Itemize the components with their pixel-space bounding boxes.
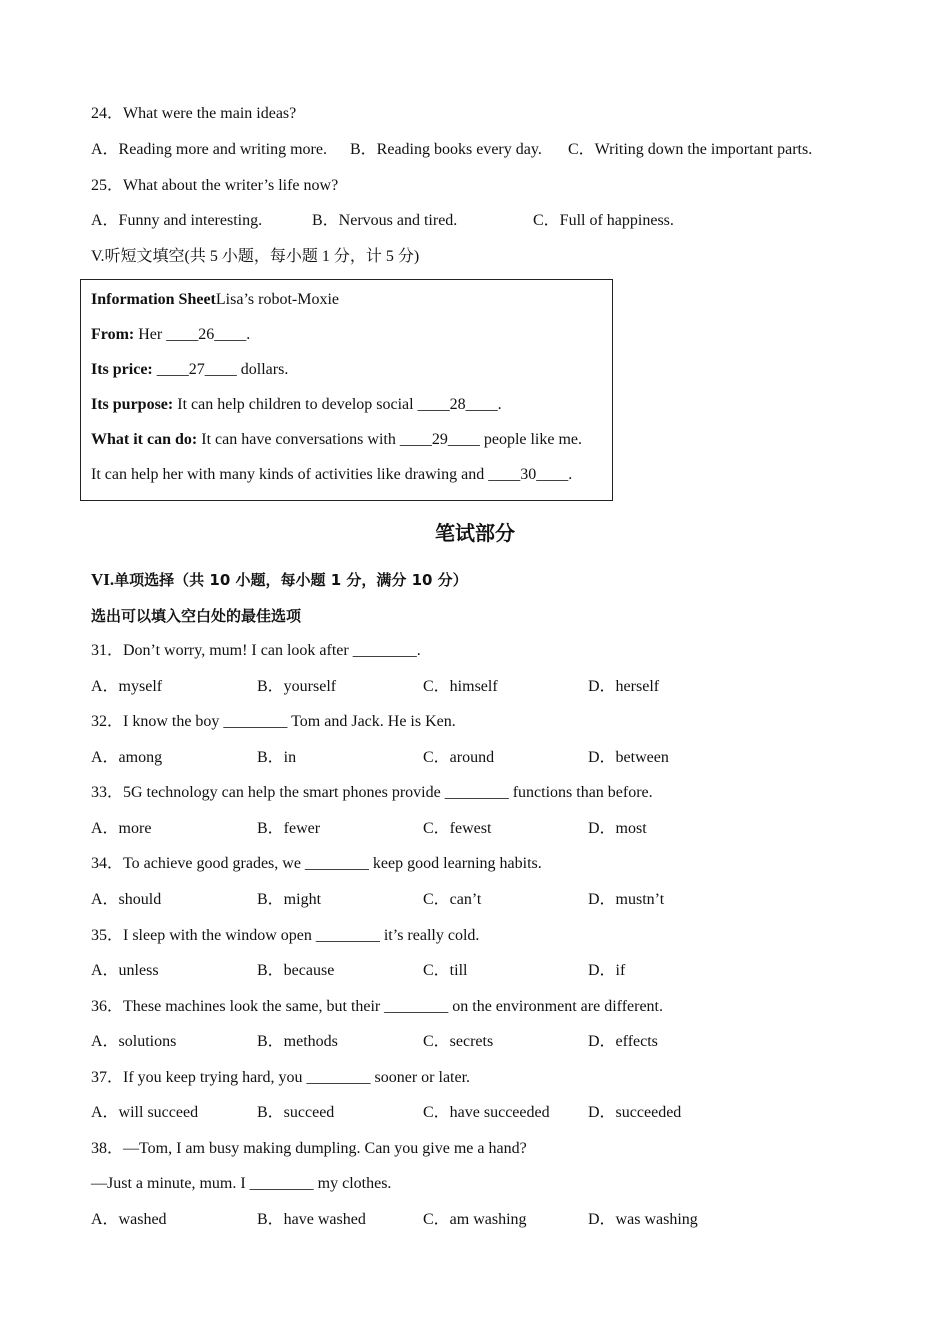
- q33-option-c: C．fewest: [423, 820, 492, 837]
- info-sheet-last-line: It can help her with many kinds of activities like drawing and ____30____.: [91, 466, 573, 483]
- section-6-heading: [91, 570, 468, 590]
- question-37-stem: 37．If you keep trying hard, you ________ sooner or later.: [91, 1069, 471, 1086]
- info-sheet-can-do: [91, 430, 582, 450]
- q38-option-d: D．was washing: [588, 1211, 698, 1228]
- info-sheet-purpose: [91, 395, 502, 415]
- info-sheet-price: [91, 360, 288, 380]
- q24-option-c: C．Writing down the important parts.: [568, 141, 813, 158]
- q35-option-d: D．if: [588, 962, 626, 979]
- q31-option-c: C．himself: [423, 678, 498, 695]
- q35-option-b: B．because: [257, 962, 335, 979]
- section-5-heading: V.听短文填空(共 5 小题，每小题 1 分，计 5 分): [91, 248, 420, 265]
- purpose-label: Its purpose:: [91, 396, 174, 413]
- info-sheet-from: [91, 325, 250, 345]
- q33-option-b: B．fewer: [257, 820, 321, 837]
- question-31-stem: 31．Don’t worry, mum! I can look after ________.: [91, 642, 421, 659]
- question-34-stem: 34．To achieve good grades, we ________ keep good learning habits.: [91, 855, 542, 872]
- q38-option-b: B．have washed: [257, 1211, 366, 1228]
- q34-option-b: B．might: [257, 891, 322, 908]
- q25-option-a: A．Funny and interesting.: [91, 212, 263, 229]
- q38-option-c: C．am washing: [423, 1211, 527, 1228]
- question-33-stem: 33．5G technology can help the smart phones provide ________ functions than before.: [91, 784, 653, 801]
- q31-option-b: B．yourself: [257, 678, 337, 695]
- question-24-stem: 24．What were the main ideas?: [91, 105, 297, 122]
- written-part-heading: 笔试部分: [435, 521, 515, 545]
- price-label: Its price:: [91, 361, 153, 378]
- q37-option-a: A．will succeed: [91, 1104, 199, 1121]
- q32-option-a: A．among: [91, 749, 163, 766]
- information-sheet-box: [80, 279, 613, 501]
- q31-option-a: A．myself: [91, 678, 163, 695]
- info-sheet-title-bold: Information Sheet: [91, 291, 216, 308]
- section-6-instruction: 选出可以填入空白处的最佳选项: [91, 607, 302, 625]
- question-38-reply: —Just a minute, mum. I ________ my clothes.: [91, 1175, 392, 1192]
- q24-option-a: A．Reading more and writing more.: [91, 141, 327, 158]
- q24-option-b: B．Reading books every day.: [350, 141, 542, 158]
- q37-option-b: B．succeed: [257, 1104, 335, 1121]
- q37-option-c: C．have succeeded: [423, 1104, 550, 1121]
- q25-option-c: C．Full of happiness.: [533, 212, 674, 229]
- section-6-title: 单项选择（共 10 小题，每小题 1 分，满分 10 分）: [114, 571, 468, 589]
- question-36-stem: 36．These machines look the same, but their ________ on the environment are different.: [91, 998, 663, 1015]
- from-label: From:: [91, 326, 135, 343]
- q37-option-d: D．succeeded: [588, 1104, 682, 1121]
- from-blank: Her ____26____.: [134, 326, 251, 343]
- q34-option-d: D．mustn’t: [588, 891, 665, 908]
- section-6-roman: VI.: [91, 570, 115, 589]
- q36-option-c: C．secrets: [423, 1033, 494, 1050]
- can-do-label: What it can do:: [91, 431, 198, 448]
- question-25-stem: 25．What about the writer’s life now?: [91, 177, 339, 194]
- q36-option-a: A．solutions: [91, 1033, 177, 1050]
- price-blank: ____27____ dollars.: [152, 361, 289, 378]
- q36-option-b: B．methods: [257, 1033, 338, 1050]
- can-do-blank: It can have conversations with ____29____ people like me.: [197, 431, 583, 448]
- q31-option-d: D．herself: [588, 678, 660, 695]
- q25-option-b: B．Nervous and tired.: [312, 212, 458, 229]
- question-32-stem: 32．I know the boy ________ Tom and Jack. He is Ken.: [91, 713, 456, 730]
- q32-option-d: D．between: [588, 749, 669, 766]
- q35-option-c: C．till: [423, 962, 468, 979]
- q34-option-c: C．can’t: [423, 891, 482, 908]
- question-35-stem: 35．I sleep with the window open ________ it’s really cold.: [91, 927, 480, 944]
- q33-option-d: D．most: [588, 820, 647, 837]
- q32-option-b: B．in: [257, 749, 297, 766]
- info-sheet-title: [91, 290, 339, 310]
- question-38-stem: 38．—Tom, I am busy making dumpling. Can you give me a hand?: [91, 1140, 527, 1157]
- q33-option-a: A．more: [91, 820, 152, 837]
- q38-option-a: A．washed: [91, 1211, 167, 1228]
- info-sheet-title-rest: Lisa’s robot-Moxie: [215, 291, 339, 308]
- q35-option-a: A．unless: [91, 962, 159, 979]
- purpose-blank: It can help children to develop social ____28____.: [173, 396, 502, 413]
- q32-option-c: C．around: [423, 749, 495, 766]
- q36-option-d: D．effects: [588, 1033, 658, 1050]
- q34-option-a: A．should: [91, 891, 162, 908]
